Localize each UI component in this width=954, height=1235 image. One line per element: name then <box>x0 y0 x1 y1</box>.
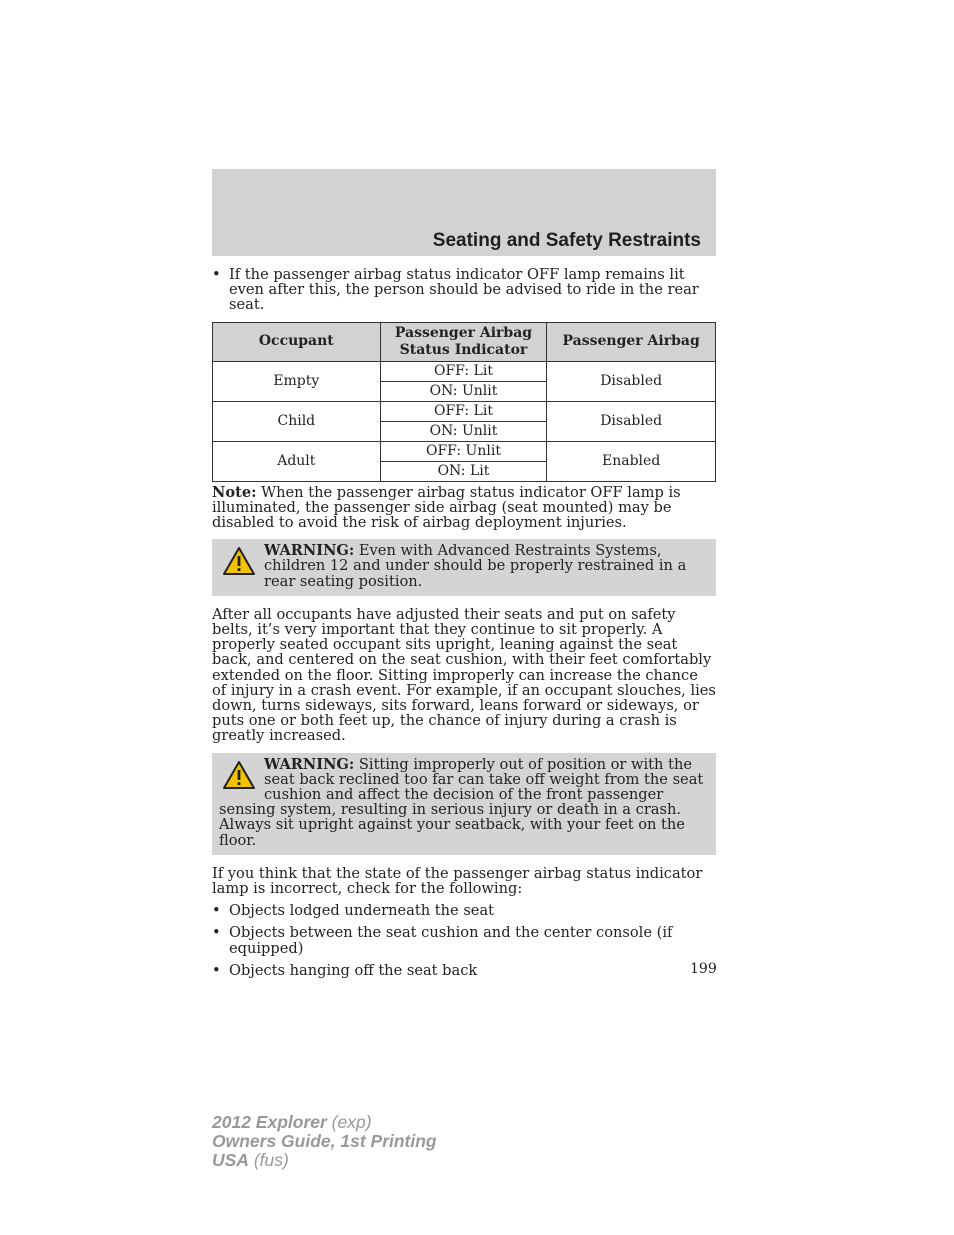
page-content <box>212 267 716 978</box>
footer-market: USA <box>212 1150 249 1170</box>
airbag-status-table <box>212 322 716 482</box>
footer-line-guide: Owners Guide, 1st Printing <box>212 1131 437 1151</box>
warning-label: WARNING: <box>264 542 355 560</box>
warning-text: Sitting improperly out of position or with the seat back reclined too far can take off weight from the seat cushion and affect the decision of the front passenger sensing system, resulting in serious injury or death in a crash. <box>219 755 704 819</box>
lamp-state-cell: OFF: Unlit <box>380 441 547 461</box>
intro-bullet: • If the passenger airbag status indicator OFF lamp remains lit even after this, the person should be advised to ride in the rear seat. <box>212 267 716 313</box>
footer-model-code: (exp) <box>331 1112 372 1132</box>
note-label: Note: <box>212 483 257 501</box>
check-intro-paragraph: If you think that the state of the passenger airbag status indicator lamp is incorrect, check for the following: <box>212 864 703 898</box>
footer-line-model <box>212 1113 437 1132</box>
list-item: • Objects lodged underneath the seat <box>212 903 716 918</box>
airbag-state-cell: Disabled <box>547 361 716 401</box>
lamp-state-cell: OFF: Lit <box>380 401 547 421</box>
warning-instruction: Always sit upright against your seatback, with your feet on the floor. <box>219 816 685 849</box>
footer-market-code: (fus) <box>253 1150 289 1170</box>
warning-triangle-icon <box>222 760 256 790</box>
lamp-state-cell: ON: Lit <box>380 461 547 481</box>
warning-box-children <box>212 539 716 596</box>
note-text: When the passenger airbag status indicator OFF lamp is illuminated, the passenger side airbag (seat mounted) may be disabled to avoid the risk of airbag deployment injuries. <box>212 483 681 532</box>
occupant-cell: Adult <box>213 441 381 481</box>
footer-model: 2012 Explorer <box>212 1112 327 1132</box>
document-footer <box>212 1113 437 1170</box>
table-row <box>213 401 716 421</box>
page-number: 199 <box>690 961 717 977</box>
column-header-occupant: Occupant <box>213 322 381 361</box>
list-item: • Objects between the seat cushion and the center console (if equipped) <box>212 925 716 955</box>
column-header-passenger-airbag: Passenger Airbag <box>547 322 716 361</box>
warning-text: Even with Advanced Restraints Systems, children 12 and under should be properly restrained in a rear seating position. <box>264 542 687 590</box>
note-paragraph <box>212 485 716 531</box>
section-title: Seating and Safety Restraints <box>432 230 701 251</box>
lamp-state-cell: ON: Unlit <box>380 421 547 441</box>
column-header-status-indicator: Passenger Airbag Status Indicator <box>380 322 547 361</box>
lamp-state-cell: ON: Unlit <box>380 381 547 401</box>
airbag-state-cell: Enabled <box>547 441 716 481</box>
footer-line-market <box>212 1151 437 1170</box>
occupant-cell: Empty <box>213 361 381 401</box>
table-row <box>213 361 716 381</box>
section-header-band <box>212 169 716 256</box>
list-item: • Objects hanging off the seat back <box>212 963 716 978</box>
airbag-state-cell: Disabled <box>547 401 716 441</box>
warning-label: WARNING: <box>264 755 355 773</box>
lamp-state-cell: OFF: Lit <box>380 361 547 381</box>
warning-triangle-icon <box>222 546 256 576</box>
occupant-cell: Child <box>213 401 381 441</box>
table-row <box>213 441 716 461</box>
sitting-properly-paragraph: After all occupants have adjusted their seats and put on safety belts, it’s very important that they continue to sit properly. A properly seated occupant sits upright, leaning against the seat back, and centered on the seat cushion, with their feet comfortably extended on the floor. Sitting improperly can increase the chance of injury in a crash event. For example, if an occupant slouches, lies down, turns sideways, sits forward, leans forward or sideways, or puts one or both feet up, the chance of injury during a crash is greatly increased. <box>212 605 716 745</box>
table-header-row <box>213 322 716 361</box>
warning-box-seating-position <box>212 753 716 855</box>
